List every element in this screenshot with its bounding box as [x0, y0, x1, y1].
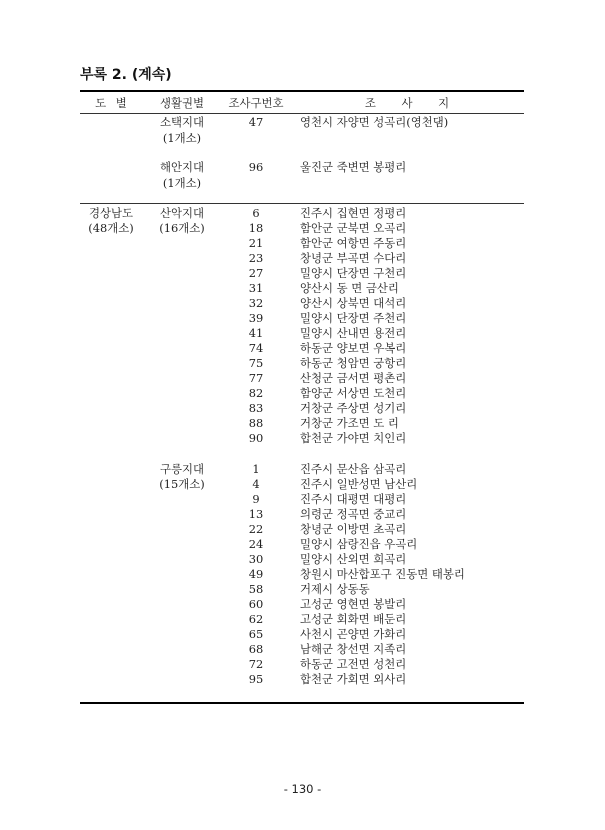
- site-cell: 고성군 회화면 배둔리: [300, 612, 407, 626]
- table-row: [80, 582, 524, 597]
- zone-cell: (1개소): [162, 131, 202, 145]
- survey-no-cell: 65: [248, 627, 264, 641]
- site-cell: 산청군 금서면 평촌리: [300, 371, 407, 385]
- site-cell: 진주시 대평면 대평리: [300, 492, 407, 506]
- survey-no-cell: 22: [248, 522, 264, 536]
- survey-no-cell: 95: [248, 672, 264, 686]
- header-rule: [80, 113, 524, 114]
- table-row: [80, 522, 524, 537]
- survey-no-cell: 6: [252, 206, 260, 220]
- table-row: [80, 401, 524, 416]
- province-cell: 경상남도: [88, 206, 133, 220]
- table-row: [80, 266, 524, 281]
- survey-no-cell: 60: [248, 597, 264, 611]
- site-cell: 의령군 정곡면 중교리: [300, 507, 407, 521]
- survey-no-cell: 62: [248, 612, 264, 626]
- header-survey-no: 조사구번호: [228, 96, 284, 110]
- site-cell: 창녕군 이방면 초곡리: [300, 522, 407, 536]
- site-cell: 밀양시 산내면 용전리: [300, 326, 407, 340]
- table-row: [80, 160, 524, 175]
- site-cell: 밀양시 삼랑진읍 우곡리: [300, 537, 418, 551]
- page-number: - 130 -: [283, 782, 322, 796]
- survey-no-cell: 9: [252, 492, 260, 506]
- table-row: [80, 416, 524, 431]
- table-row: [80, 672, 524, 687]
- site-cell: 하동군 양보면 우복리: [300, 341, 407, 355]
- site-cell: 창녕군 부곡면 수다리: [300, 251, 407, 265]
- zone-cell: (16개소): [159, 221, 205, 235]
- table-row: [80, 236, 524, 251]
- table-row: [80, 115, 524, 130]
- survey-no-cell: 83: [248, 401, 264, 415]
- table-row: [80, 311, 524, 326]
- table-row: [80, 206, 524, 221]
- table-row: [80, 462, 524, 477]
- survey-no-cell: 75: [248, 356, 264, 370]
- site-cell: 울진군 죽변면 봉평리: [300, 160, 407, 174]
- site-cell: 진주시 집현면 정평리: [300, 206, 407, 220]
- table-top-rule: [80, 90, 524, 92]
- table-row: [80, 356, 524, 371]
- table-row: [80, 221, 524, 236]
- survey-no-cell: 47: [248, 115, 264, 129]
- survey-no-cell: 27: [248, 266, 264, 280]
- survey-no-cell: 4: [252, 477, 260, 491]
- site-cell: 밀양시 단장면 구천리: [300, 266, 407, 280]
- province-cell: (48개소): [88, 221, 134, 235]
- table-row: [80, 281, 524, 296]
- table-row: [80, 326, 524, 341]
- table-row: [80, 552, 524, 567]
- table-row: [80, 431, 524, 446]
- table-header: [80, 96, 524, 111]
- table-row: [80, 567, 524, 582]
- site-cell: 합천군 가야면 치인리: [300, 431, 407, 445]
- table-row: [80, 371, 524, 386]
- zone-cell: 소택지대: [159, 115, 204, 129]
- site-cell: 함안군 여항면 주동리: [300, 236, 407, 250]
- survey-no-cell: 24: [248, 537, 264, 551]
- table-row: [80, 296, 524, 311]
- survey-no-cell: 74: [248, 341, 264, 355]
- site-cell: 하동군 청암면 궁항리: [300, 356, 407, 370]
- zone-cell: 해안지대: [159, 160, 204, 174]
- table-row: [80, 477, 524, 492]
- table-row: [80, 492, 524, 507]
- survey-no-cell: 30: [248, 552, 264, 566]
- table-row: [80, 597, 524, 612]
- survey-no-cell: 39: [248, 311, 264, 325]
- survey-no-cell: 21: [248, 236, 264, 250]
- site-cell: 밀양시 산외면 희곡리: [300, 552, 407, 566]
- site-cell: 함양군 서상면 도천리: [300, 386, 407, 400]
- site-cell: 함안군 군북면 오곡리: [300, 221, 407, 235]
- site-cell: 밀양시 단장면 주천리: [300, 311, 407, 325]
- survey-no-cell: 88: [248, 416, 264, 430]
- site-cell: 거창군 주상면 성기리: [300, 401, 407, 415]
- zone-cell: (15개소): [159, 477, 205, 491]
- site-cell: 진주시 문산읍 삼곡리: [300, 462, 407, 476]
- survey-no-cell: 32: [248, 296, 264, 310]
- survey-no-cell: 18: [248, 221, 264, 235]
- site-cell: 남해군 창선면 지족리: [300, 642, 407, 656]
- survey-no-cell: 96: [248, 160, 264, 174]
- survey-no-cell: 13: [248, 507, 264, 521]
- table-row: [80, 341, 524, 356]
- table-row: [80, 176, 524, 191]
- header-province: 도 별: [95, 96, 127, 110]
- survey-no-cell: 82: [248, 386, 264, 400]
- zone-cell: 산악지대: [159, 206, 204, 220]
- survey-no-cell: 31: [248, 281, 264, 295]
- site-cell: 양산시 상북면 대석리: [300, 296, 407, 310]
- header-zone: 생활권별: [159, 96, 204, 110]
- table-row: [80, 612, 524, 627]
- table-bottom-rule: [80, 702, 524, 704]
- zone-cell: (1개소): [162, 176, 202, 190]
- site-cell: 영천시 자양면 성곡리(영천댐): [300, 115, 449, 129]
- survey-no-cell: 23: [248, 251, 264, 265]
- header-site: 조 사 지: [364, 96, 450, 110]
- survey-no-cell: 72: [248, 657, 264, 671]
- site-cell: 양산시 동 면 금산리: [300, 281, 399, 295]
- site-cell: 진주시 일반성면 남산리: [300, 477, 418, 491]
- survey-no-cell: 1: [252, 462, 260, 476]
- table-row: [80, 251, 524, 266]
- survey-no-cell: 77: [248, 371, 264, 385]
- table-row: [80, 131, 524, 146]
- zone-cell: 구릉지대: [159, 462, 204, 476]
- page-title: 부록 2. (계속): [80, 67, 172, 83]
- section-divider: [80, 203, 524, 204]
- table-row: [80, 642, 524, 657]
- table-row: [80, 507, 524, 522]
- table-row: [80, 657, 524, 672]
- site-cell: 사천시 곤양면 가화리: [300, 627, 407, 641]
- survey-no-cell: 90: [248, 431, 264, 445]
- site-cell: 고성군 영현면 봉발리: [300, 597, 407, 611]
- table-row: [80, 386, 524, 401]
- survey-no-cell: 49: [248, 567, 264, 581]
- survey-no-cell: 41: [248, 326, 264, 340]
- survey-no-cell: 68: [248, 642, 264, 656]
- table-row: [80, 537, 524, 552]
- survey-no-cell: 58: [248, 582, 264, 596]
- table-row: [80, 627, 524, 642]
- site-cell: 거제시 상동동: [300, 582, 370, 596]
- site-cell: 창원시 마산합포구 진동면 태봉리: [300, 567, 465, 581]
- site-cell: 거창군 가조면 도 리: [300, 416, 399, 430]
- site-cell: 합천군 가회면 외사리: [300, 672, 407, 686]
- site-cell: 하동군 고전면 성천리: [300, 657, 407, 671]
